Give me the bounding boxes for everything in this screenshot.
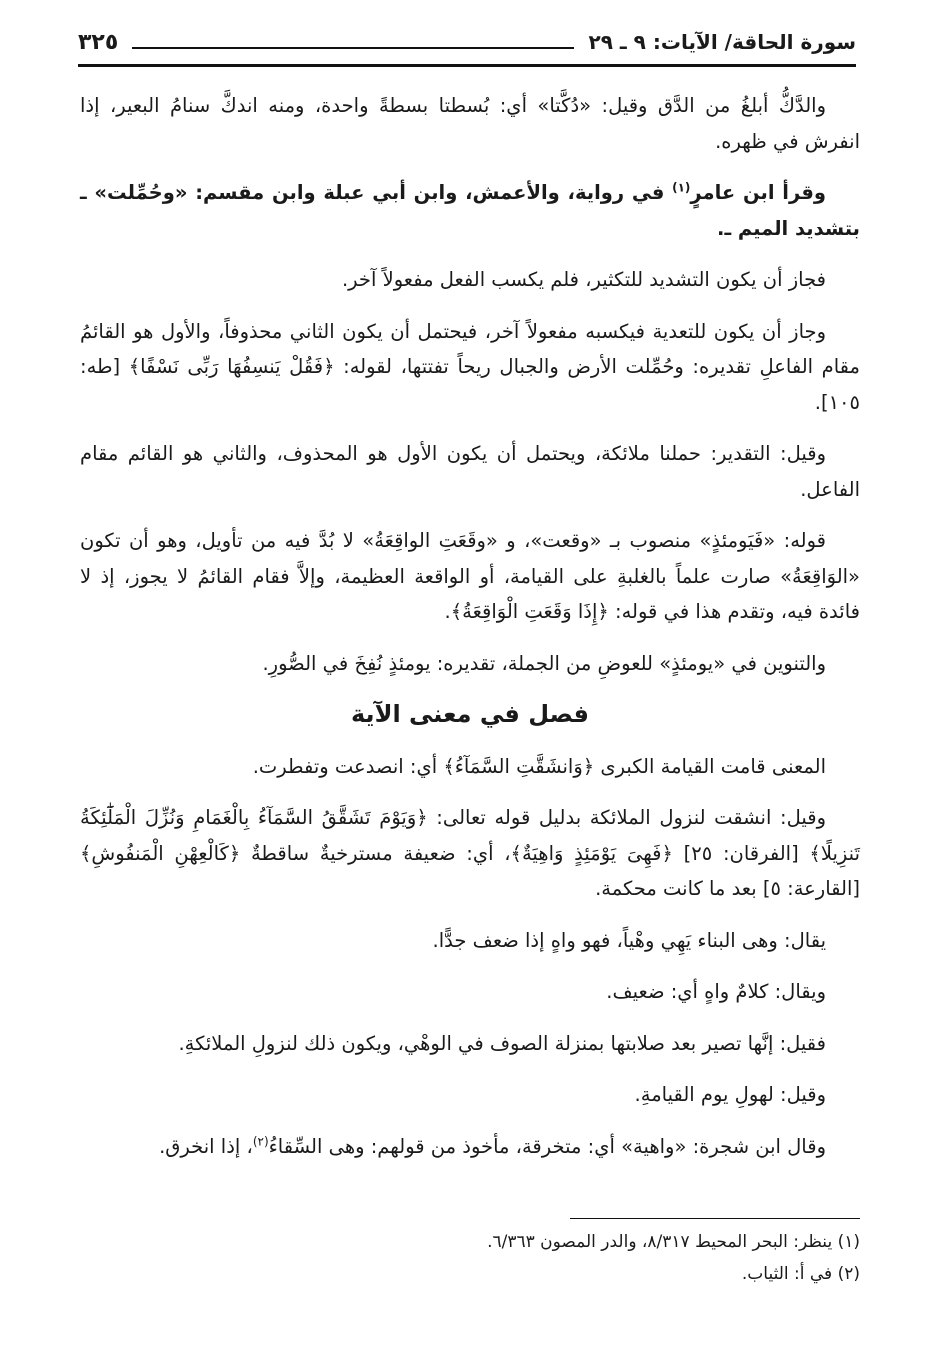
section-title: فصل في معنى الآية — [351, 700, 589, 728]
footnote-ref-2[interactable]: (٢) — [252, 1134, 269, 1148]
running-header — [78, 22, 856, 62]
header-dash-line — [132, 47, 574, 49]
section-paragraph-6: وقيل: لهولِ يوم القيامةِ. — [634, 1083, 826, 1106]
header-rule — [78, 64, 856, 67]
paragraph-tashdid: فجاز أن يكون التشديد للتكثير، فلم يكسب الفعل مفعولاً آخر. — [341, 268, 826, 291]
paragraph-ibn-shajara — [80, 1129, 860, 1165]
footnotes — [80, 1226, 860, 1290]
paragraph-yawmaidhin: قوله: «فَيَومئذٍ» منصوب بـ «وقعت»، و «وقَعَتِ الواقِعَةُ» لا بُدَّ فيه من تأويل، وهو أن تكون «الوَاقِعَةُ» صارت علماً بالغلبةِ على القيامة، أو الواقعة العظيمة، وإلاَّ فقام القائمُ لا يجوز، إذ لا فائدة فيه، وتقدم هذا في قوله: ﴿إِذَا وَقَعَتِ الْوَاقِعَةُ﴾. — [80, 529, 860, 623]
ibn-shajara-text: وقال ابن شجرة: «واهية» أي: متخرقة، مأخوذ من قولهم: وهى السِّقاءُ — [268, 1134, 826, 1158]
section-paragraph-2: وقيل: انشقت لنزول الملائكة بدليل قوله تعالى: ﴿وَيَوْمَ تَشَقَّقُ السَّمَآءُ بِالْغَمَامِ وَنُزِّلَ الْمَلَٰٓئِكَةُ تَنزِيلًا﴾ [الفرقان: ٢٥] ﴿فَهِىَ يَوْمَئِذٍ وَاهِيَةٌ﴾، أي: ضعيفة مسترخيةٌ ساقطةٌ ﴿كَالْعِهْنِ الْمَنفُوشِ﴾ [القارعة: ٥] بعد ما كانت محكمة. — [80, 806, 860, 900]
footnote-separator — [570, 1218, 860, 1219]
ibn-shajara-tail: ، إذا انخرق. — [159, 1134, 253, 1158]
paragraph-reading — [80, 175, 860, 246]
paragraph-taadiya: وجاز أن يكون للتعدية فيكسبه مفعولاً آخر، فيحتمل أن يكون الثاني محذوفاً، والأول هو القائمُ مقام الفاعلِ تقديره: وحُمِّلت الأرض والجبال ريحاً تفتتها، لقوله: ﴿فَقُلْ يَنسِفُهَا رَبِّى نَسْفًا﴾ [طه: ١٠٥]. — [80, 319, 860, 414]
section-paragraph-3: يقال: وهى البناء يَهِي وهْياً، فهو واهٍ إذا ضعف جدًّا. — [432, 928, 826, 952]
reading-rest: في رواية، والأعمش، وابن أبي عبلة وابن مقسم: «وحُمِّلت» ـ بتشديد الميم ـ. — [80, 181, 860, 240]
reading-lead: وقرأ ابن عامرٍ — [690, 181, 826, 204]
footnote-1: (١) ينظر: البحر المحيط ٨/٣١٧، والدر المصون ٦/٣٦٣. — [487, 1232, 860, 1252]
paragraph-dakk: والدَّكُّ أبلغُ من الدَّق وقيل: «دُكَّتا» أي: بُسطتا بسطةً واحدة، ومنه اندكَّ سنامُ البعير، إذا انفرش في ظهره. — [80, 94, 860, 153]
header-surah-title: سورة الحاقة/ الآيات: ٩ ـ ٢٩ — [588, 30, 856, 54]
page-number: ٣٢٥ — [78, 29, 119, 55]
page-body — [80, 88, 860, 1180]
section-paragraph-5: فقيل: إنَّها تصير بعد صلابتها بمنزلة الصوف في الوهْي، ويكون ذلك لنزولِ الملائكةِ. — [178, 1031, 826, 1055]
paragraph-tanwin: والتنوين في «يومئذٍ» للعوضِ من الجملة، تقديره: يومئذٍ نُفِخَ في الصُّورِ. — [262, 651, 826, 675]
footnote-2: (٢) في أ: الثياب. — [741, 1264, 860, 1284]
section-paragraph-1: المعنى قامت القيامة الكبرى ﴿وَانشَقَّتِ السَّمَآءُ﴾ أي: انصدعت وتفطرت. — [252, 754, 826, 778]
paragraph-taqdir: وقيل: التقدير: حملنا ملائكة، ويحتمل أن يكون الأول هو المحذوف، والثاني هو القائم مقام الفاعل. — [80, 442, 860, 501]
section-paragraph-4: ويقال: كلامٌ واهٍ أي: ضعيف. — [606, 980, 826, 1003]
footnote-ref-1[interactable]: (١) — [672, 180, 691, 195]
